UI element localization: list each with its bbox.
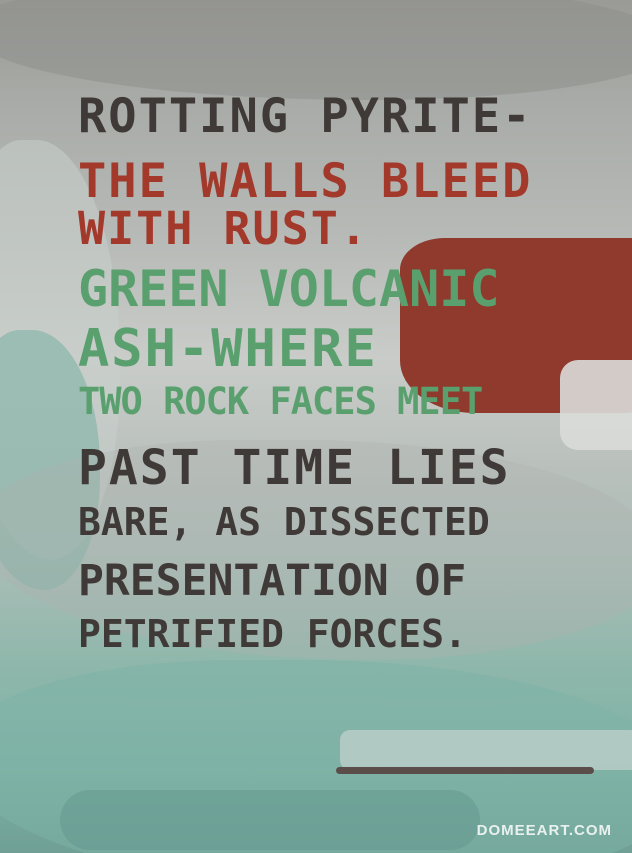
text-line-5: ASH-WHERE <box>78 319 378 379</box>
text-line-1: ROTTING PYRITE- <box>78 89 533 144</box>
text-line-6: TWO ROCK FACES MEET <box>78 380 483 423</box>
text-line-7: PAST TIME LIES <box>78 440 511 496</box>
dark-teal-bottom <box>60 790 480 850</box>
text-line-8: BARE, AS DISSECTED <box>78 500 490 544</box>
text-line-10: PETRIFIED FORCES. <box>78 612 467 656</box>
text-line-9: PRESENTATION OF <box>78 556 467 606</box>
signature-watermark: DOMEEART.COM <box>476 822 612 839</box>
text-line-2: THE WALLS BLEED <box>78 154 533 209</box>
text-line-4: GREEN VOLCANIC <box>78 260 500 318</box>
text-line-3: WITH RUST. <box>78 202 369 255</box>
brush-stroke <box>336 767 594 774</box>
light-band-bottom <box>340 730 632 770</box>
gray-wash-top <box>0 0 632 100</box>
light-patch-right <box>560 360 632 450</box>
